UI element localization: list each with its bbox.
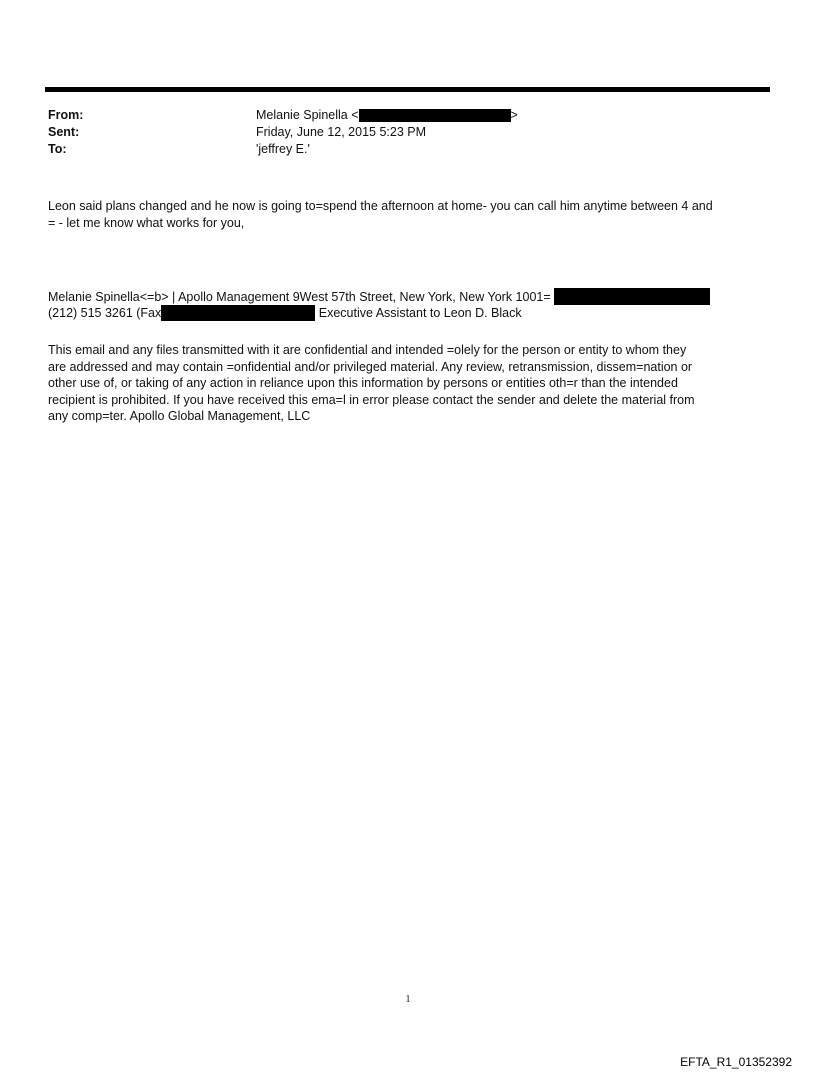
- from-label: From:: [48, 108, 84, 122]
- redacted-fax: [161, 305, 315, 321]
- email-header: [48, 107, 518, 158]
- to-value: 'jeffrey E.': [256, 142, 310, 156]
- disclaimer-line: are addressed and may contain =onfidential and/or privileged material. Any review, retransmission, dissem=nation or: [48, 359, 693, 374]
- disclaimer-line: This email and any files transmitted with it are confidential and intended =olely for the person or entity to whom they: [48, 343, 687, 357]
- to-label: To:: [48, 142, 67, 156]
- confidentiality-disclaimer: [48, 342, 778, 425]
- signature-title: Executive Assistant to Leon D. Black: [315, 305, 522, 320]
- message-line: = - let me know what works for you,: [48, 215, 245, 230]
- redacted-phone: [554, 288, 710, 305]
- sent-label: Sent:: [48, 125, 80, 139]
- redacted-email: [359, 109, 511, 122]
- disclaimer-line: other use of, or taking of any action in reliance upon this information by persons or entities oth=r than the intended: [48, 376, 678, 390]
- signature-phone: (212) 515 3261 (Fax: [48, 305, 162, 320]
- signature-line: [48, 288, 778, 305]
- disclaimer-line: recipient is prohibited. If you have received this ema=l in error please contact the sender and delete the material from: [48, 392, 695, 407]
- from-name: Melanie Spinella: [256, 108, 348, 122]
- signature-line: [48, 305, 778, 322]
- page-number: 1: [405, 994, 411, 1005]
- sent-row: [48, 124, 518, 141]
- disclaimer-line: any comp=ter. Apollo Global Management, LLC: [48, 409, 311, 423]
- bates-number: EFTA_R1_01352392: [680, 1055, 792, 1069]
- signature-name-address: Melanie Spinella<=b> | Apollo Management 9West 57th Street, New York, New York 1001=: [48, 290, 551, 304]
- to-row: [48, 141, 518, 158]
- message-line: Leon said plans changed and he now is going to=spend the afternoon at home- you can call him anytime between 4 and: [48, 199, 713, 213]
- sent-value: Friday, June 12, 2015 5:23 PM: [256, 125, 427, 139]
- header-divider: [45, 87, 770, 92]
- signature-block: [48, 288, 778, 321]
- message-body: [48, 198, 778, 231]
- from-row: [48, 107, 518, 124]
- from-value: Melanie Spinella < >: [256, 108, 518, 122]
